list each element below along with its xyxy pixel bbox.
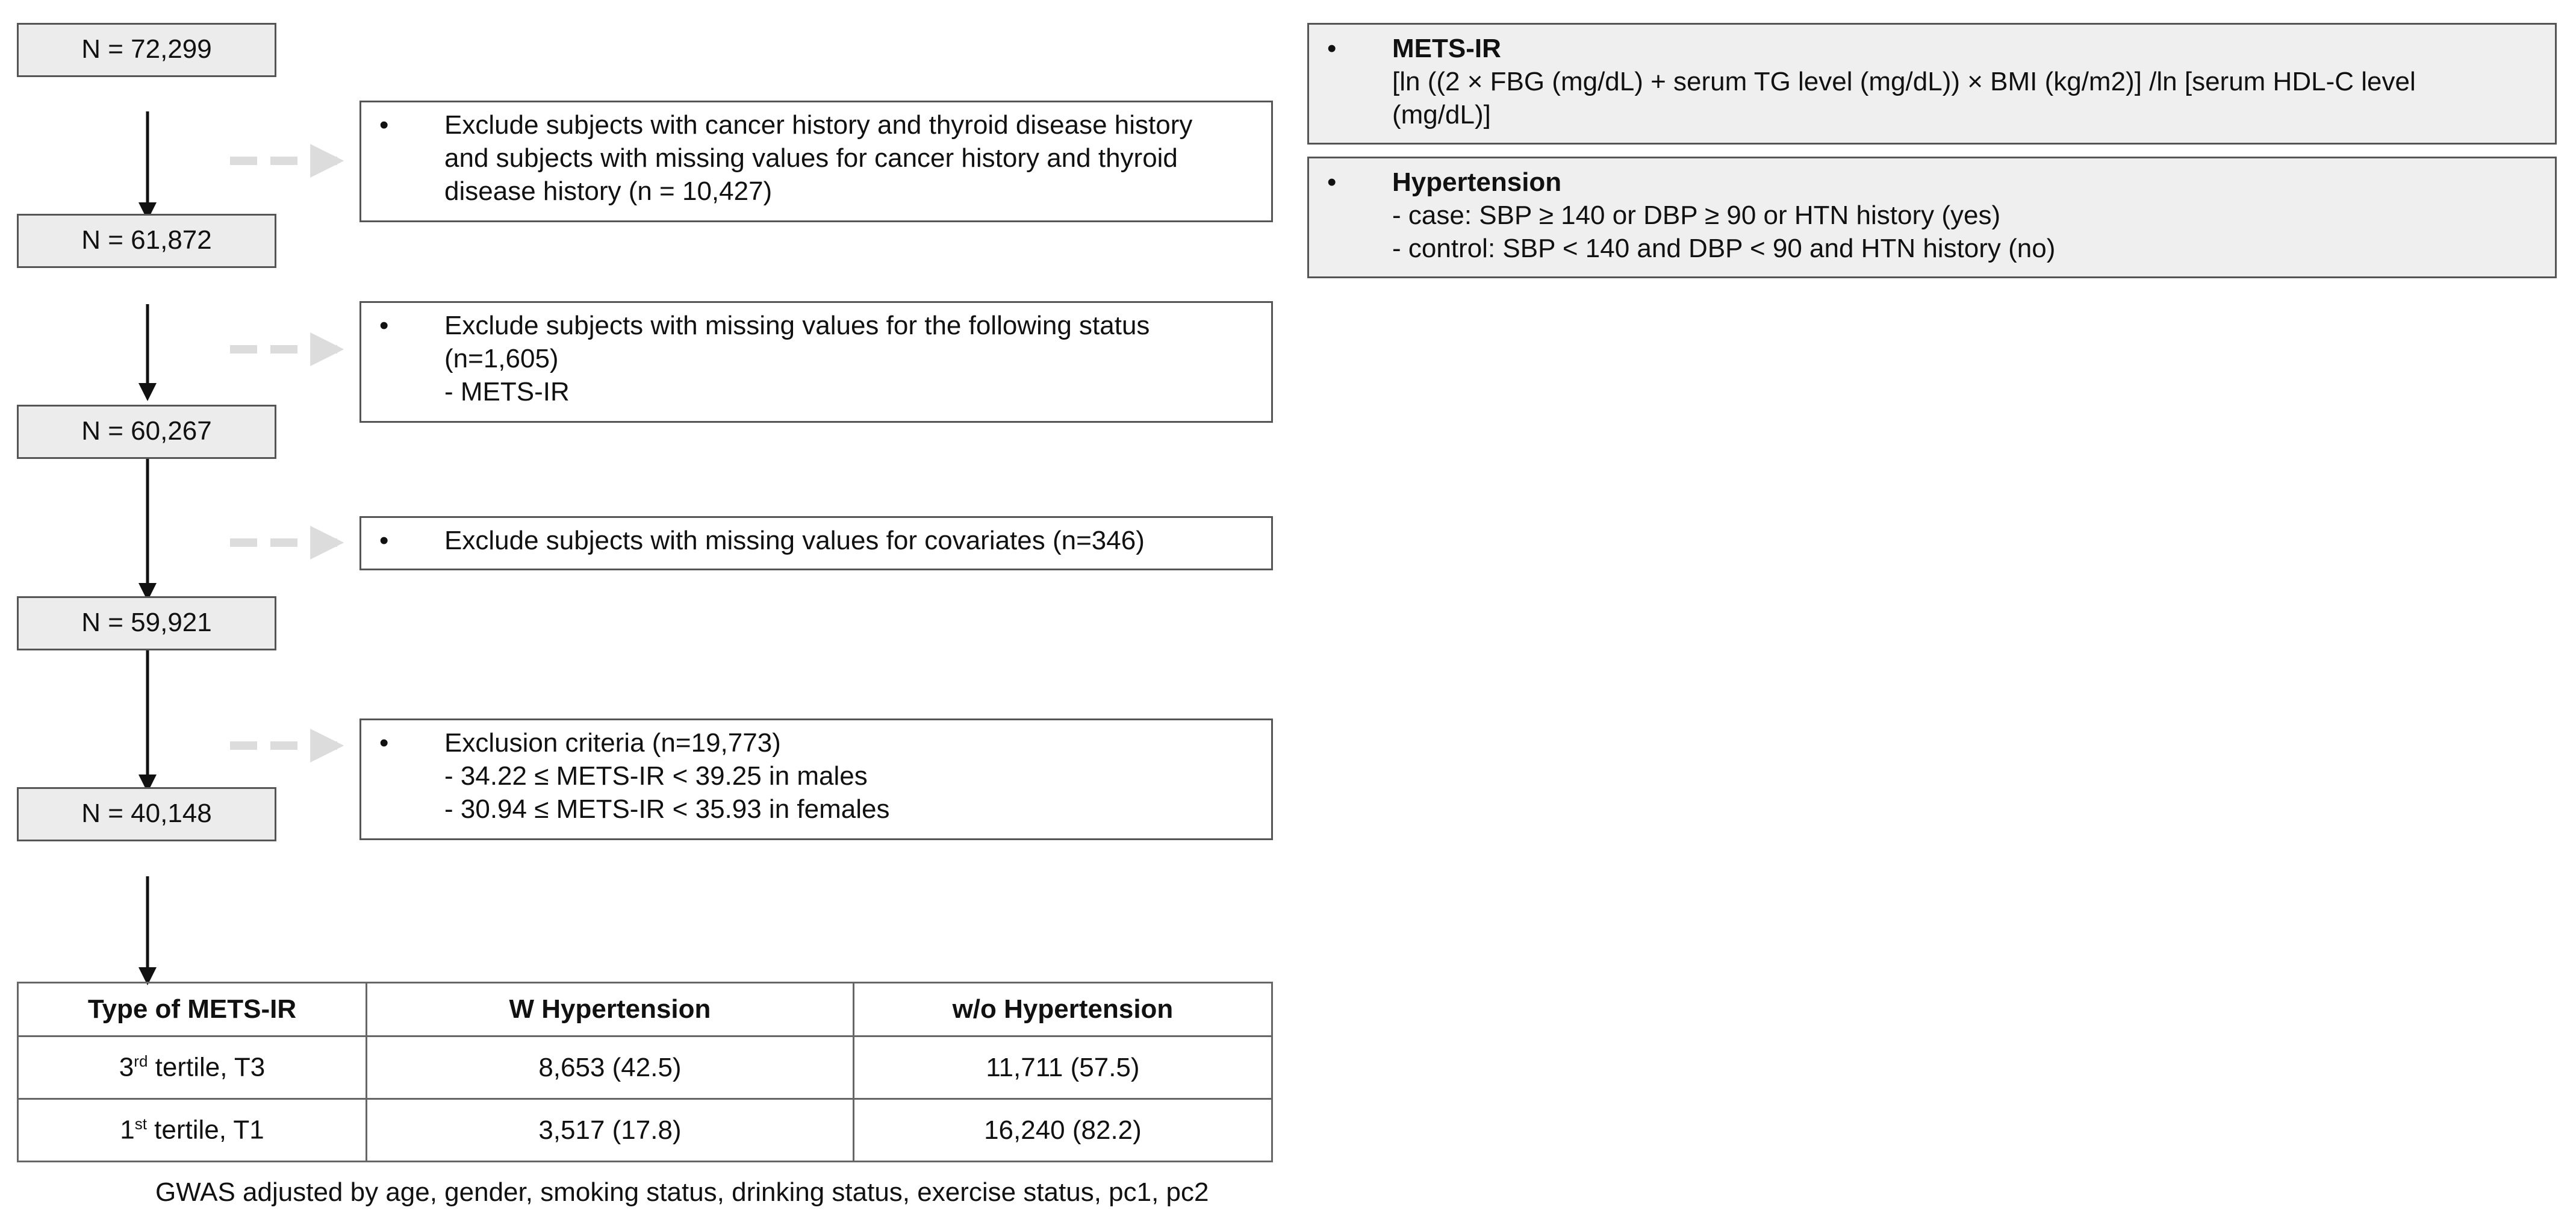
tertile-label: tertile, T3 [148, 1052, 266, 1082]
bullet-marker: • [379, 311, 389, 340]
header-type: Type of METS-IR [18, 983, 367, 1036]
definition-line: - case: SBP ≥ 140 or DBP ≥ 90 or HTN history (yes) [1392, 201, 2001, 230]
exclusion-box-3 [359, 516, 1273, 570]
definition-box-hypertension [1307, 157, 2557, 278]
without-hypertension-cell: 11,711 (57.5) [853, 1036, 1272, 1099]
header-with-hypertension: W Hypertension [367, 983, 854, 1036]
bullet-marker: • [379, 728, 389, 758]
ordinal-suffix: rd [134, 1052, 148, 1071]
tertile-cell [18, 1036, 367, 1099]
definition-title: METS-IR [1392, 34, 1501, 63]
exclusion-line: - METS-IR [444, 377, 570, 407]
definition-box-mets-ir [1307, 23, 2557, 145]
exclusion-box-1 [359, 101, 1273, 222]
exclusion-line: and subjects with missing values for cancer history and thyroid [444, 143, 1178, 173]
table-row [18, 1036, 1272, 1099]
tertile-label: tertile, T1 [146, 1115, 264, 1145]
exclusion-line: Exclude subjects with cancer history and thyroid disease history [444, 110, 1193, 140]
definition-line: [ln ((2 × FBG (mg/dL) + serum TG level (mg/dL)) × BMI (kg/m2)] /ln [serum HDL-C level [1392, 67, 2416, 96]
ordinal-suffix: st [134, 1115, 147, 1133]
bullet-marker: • [1327, 167, 1337, 197]
bullet-marker: • [1327, 34, 1337, 63]
count-box-4: N = 59,921 [17, 596, 276, 650]
definition-title: Hypertension [1392, 167, 1562, 197]
footnote: GWAS adjusted by age, gender, smoking status, drinking status, exercise status, pc1, pc2 [155, 1177, 1209, 1207]
exclusion-line: disease history (n = 10,427) [444, 176, 773, 206]
bullet-marker: • [379, 110, 389, 140]
exclusion-line: - 30.94 ≤ METS-IR < 35.93 in females [444, 794, 890, 824]
table-header-row [18, 983, 1272, 1036]
results-table [17, 982, 1273, 1162]
exclusion-line: - 34.22 ≤ METS-IR < 39.25 in males [444, 761, 868, 791]
exclusion-line: Exclude subjects with missing values for the following status [444, 311, 1150, 340]
count-box-5: N = 40,148 [17, 787, 276, 841]
table-row [18, 1099, 1272, 1162]
header-without-hypertension: w/o Hypertension [853, 983, 1272, 1036]
bullet-marker: • [379, 526, 389, 555]
exclusion-line: Exclude subjects with missing values for covariates (n=346) [444, 526, 1145, 555]
definition-line: - control: SBP < 140 and DBP < 90 and HTN history (no) [1392, 234, 2056, 263]
exclusion-box-4 [359, 718, 1273, 840]
ordinal-number: 3 [119, 1052, 134, 1082]
count-box-3: N = 60,267 [17, 405, 276, 459]
exclusion-box-2 [359, 301, 1273, 423]
ordinal-number: 1 [120, 1115, 135, 1145]
exclusion-line: (n=1,605) [444, 344, 559, 373]
count-box-2: N = 61,872 [17, 214, 276, 268]
with-hypertension-cell: 3,517 (17.8) [367, 1099, 854, 1162]
count-box-1: N = 72,299 [17, 23, 276, 77]
exclusion-line: Exclusion criteria (n=19,773) [444, 728, 781, 758]
tertile-cell [18, 1099, 367, 1162]
with-hypertension-cell: 8,653 (42.5) [367, 1036, 854, 1099]
without-hypertension-cell: 16,240 (82.2) [853, 1099, 1272, 1162]
definition-line: (mg/dL)] [1392, 100, 1491, 129]
